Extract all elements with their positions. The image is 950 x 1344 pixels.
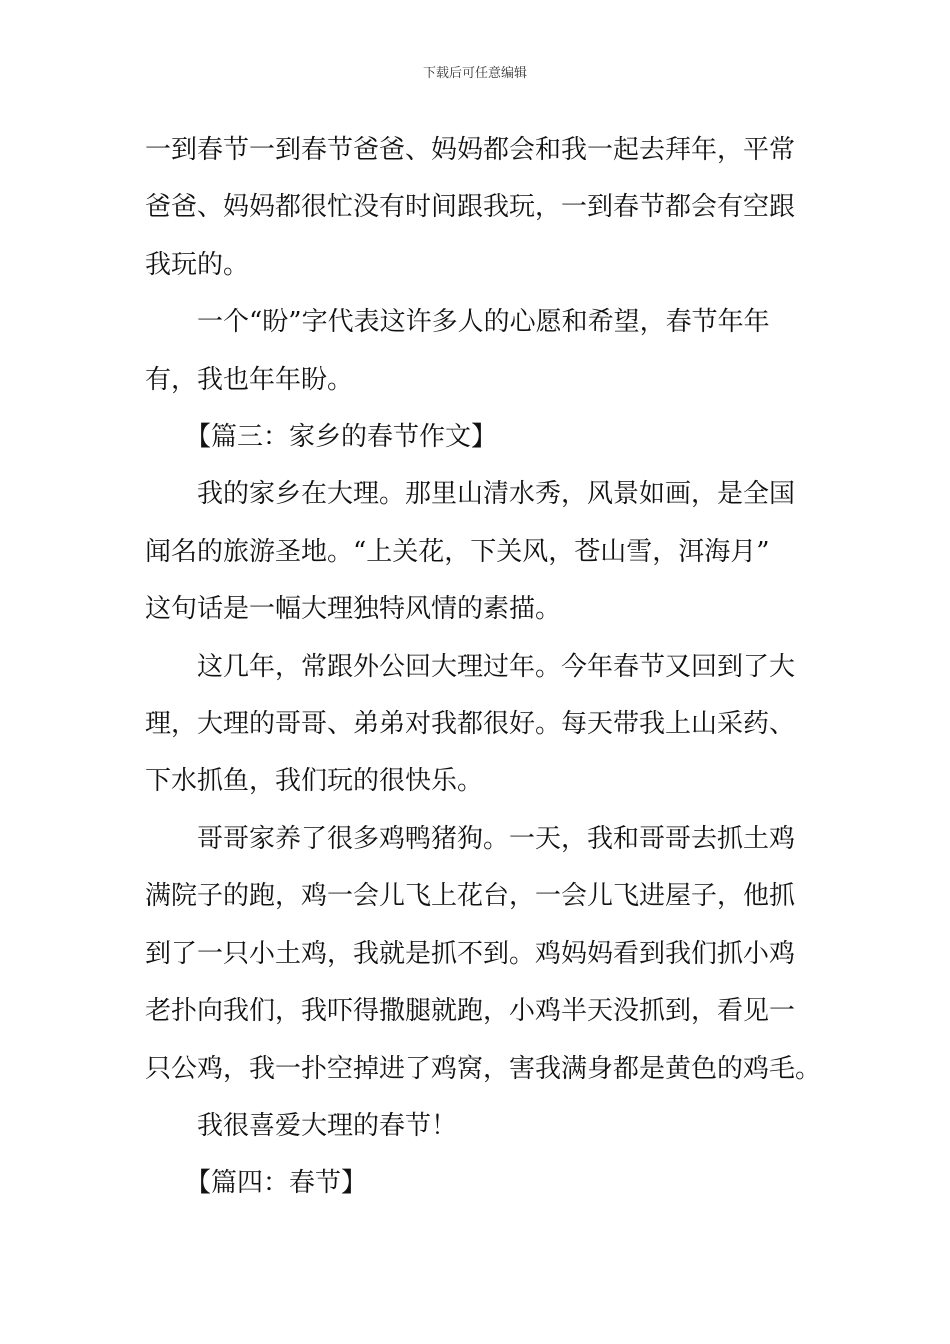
document-body xyxy=(145,122,822,1213)
text-line: 我的家乡在大理。那里山清水秀，风景如画，是全国 xyxy=(197,479,796,510)
paragraph-6 xyxy=(145,1098,809,1155)
text-line: 一个“盼”字代表这许多人的心愿和希望，春节年年 xyxy=(197,307,770,338)
paragraph-1 xyxy=(145,122,809,294)
text-line: 这几年，常跟外公回大理过年。今年春节又回到了大 xyxy=(197,651,796,682)
paragraph-4 xyxy=(145,639,809,811)
paragraph-5 xyxy=(145,811,822,1098)
text-line: 我玩的。 xyxy=(145,249,250,280)
section-heading-3 xyxy=(145,409,809,466)
text-line: 只公鸡，我一扑空掉进了鸡窝，害我满身都是黄色的鸡毛。 xyxy=(145,1053,822,1084)
paragraph-3 xyxy=(145,466,809,638)
heading-text: 【篇四：春节】 xyxy=(185,1168,368,1199)
text-line: 爸爸、妈妈都很忙没有时间跟我玩，一到春节都会有空跟 xyxy=(145,192,796,223)
paragraph-2 xyxy=(145,294,809,409)
page-header: 下载后可任意编辑 xyxy=(422,66,527,81)
text-line: 老扑向我们，我吓得撒腿就跑，小鸡半天没抓到，看见一 xyxy=(145,996,796,1027)
text-line: 一到春节一到春节爸爸、妈妈都会和我一起去拜年，平常 xyxy=(145,135,796,165)
text-line: 有，我也年年盼。 xyxy=(145,364,354,395)
text-line: 哥哥家养了很多鸡鸭猪狗。一天，我和哥哥去抓土鸡 xyxy=(197,823,796,854)
text-line: 满院子的跑，鸡一会儿飞上花台，一会儿飞进屋子，他抓 xyxy=(145,881,796,912)
section-heading-4 xyxy=(145,1155,809,1212)
heading-text: 【篇三：家乡的春节作文】 xyxy=(185,422,498,453)
text-line: 到了一只小土鸡，我就是抓不到。鸡妈妈看到我们抓小鸡 xyxy=(145,938,796,969)
text-line: 我很喜爱大理的春节！ xyxy=(197,1110,458,1141)
text-line: 这句话是一幅大理独特风情的素描。 xyxy=(145,594,562,625)
text-line: 闻名的旅游圣地。“上关花，下关风，苍山雪，洱海月” xyxy=(145,536,770,567)
text-line: 理，大理的哥哥、弟弟对我都很好。每天带我上山采药、 xyxy=(145,709,796,740)
text-line: 下水抓鱼，我们玩的很快乐。 xyxy=(145,766,484,797)
